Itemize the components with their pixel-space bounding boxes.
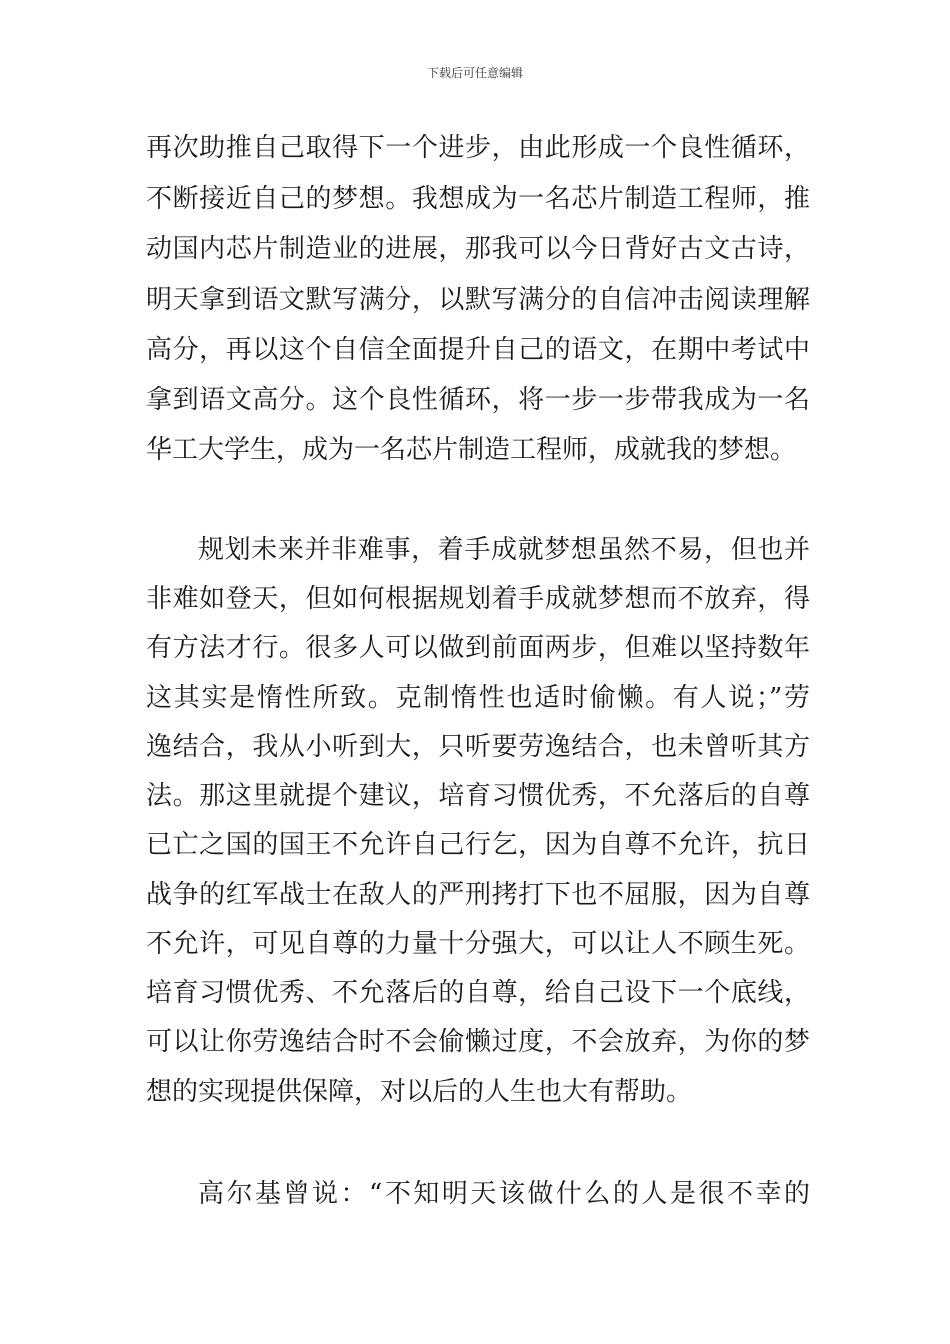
text-line: 动国内芯片制造业的进展，那我可以今日背好古文古诗， [146, 234, 810, 264]
text-line: 拿到语文高分。这个良性循环，将一步一步带我成为一名 [146, 385, 810, 415]
text-line: 培育习惯优秀、不允落后的自尊，给自己设下一个底线， [146, 978, 810, 1008]
text-line: 已亡之国的国王不允许自己行乞，因为自尊不允许，抗日 [146, 830, 810, 860]
text-line: 不允许，可见自尊的力量十分强大，可以让人不顾生死。 [146, 929, 810, 959]
page-header: 下载后可任意编辑 [426, 66, 523, 80]
text-line: 高分，再以这个自信全面提升自己的语文，在期中考试中 [146, 335, 810, 365]
text-line: 逸结合，我从小听到大，只听要劳逸结合，也未曾听其方 [146, 732, 810, 762]
text-line: 非难如登天，但如何根据规划着手成就梦想而不放弃，得 [146, 584, 810, 614]
text-line: 规划未来并非难事，着手成就梦想虽然不易，但也并 [198, 535, 810, 565]
text-line: 高尔基曾说：“不知明天该做什么的人是很不幸的 [198, 1179, 810, 1209]
text-line: 可以让你劳逸结合时不会偷懒过度，不会放弃，为你的梦 [146, 1027, 810, 1057]
text-line: 想的实现提供保障，对以后的人生也大有帮助。 [146, 1077, 693, 1107]
text-line: 不断接近自己的梦想。我想成为一名芯片制造工程师，推 [146, 184, 810, 214]
text-line: 明天拿到语文默写满分，以默写满分的自信冲击阅读理解 [146, 285, 810, 315]
text-line: 有方法才行。很多人可以做到前面两步，但难以坚持数年 [146, 633, 810, 663]
text-line: 这其实是惰性所致。克制惰性也适时偷懒。有人说；”劳 [146, 683, 810, 713]
text-line: 华工大学生，成为一名芯片制造工程师，成就我的梦想。 [146, 435, 797, 465]
text-line: 战争的红军战士在敌人的严刑拷打下也不屈服，因为自尊 [146, 880, 810, 910]
text-line: 法。那这里就提个建议，培育习惯优秀，不允落后的自尊 [146, 781, 810, 811]
text-line: 再次助推自己取得下一个进步，由此形成一个良性循环， [146, 133, 810, 163]
